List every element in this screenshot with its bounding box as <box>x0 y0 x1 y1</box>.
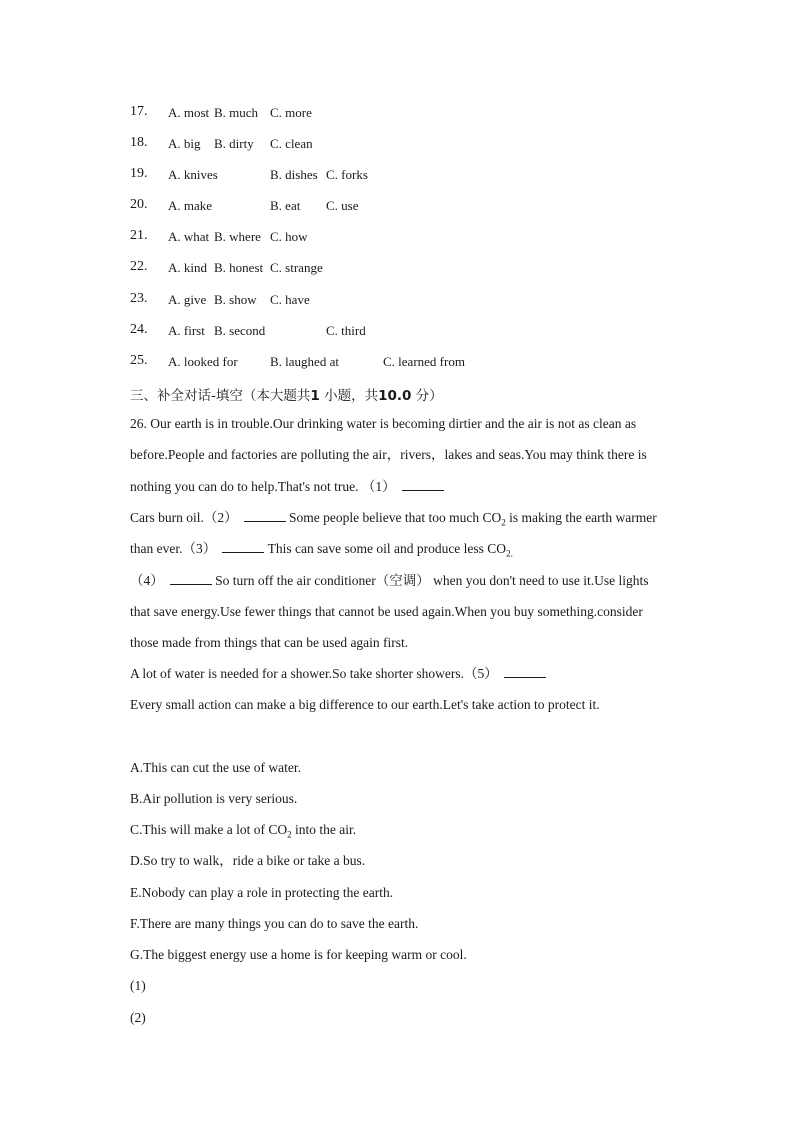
passage-line <box>130 540 513 563</box>
question-number: 21. <box>130 228 148 243</box>
section-heading <box>130 384 443 404</box>
option-b: B. eat <box>270 198 301 213</box>
option-a: A. first <box>168 323 205 338</box>
option-b: B. laughed at <box>270 354 339 369</box>
heading-prefix: 三、补全对话-填空（本大题共 <box>130 388 311 404</box>
question-number: 18. <box>130 135 148 150</box>
option-c: C. strange <box>270 260 323 275</box>
question-number: 25. <box>130 353 148 368</box>
passage-line <box>130 478 444 496</box>
option-a: A. make <box>168 198 213 213</box>
passage-line <box>130 509 657 532</box>
subscript: 2 <box>501 517 506 528</box>
answer-blank-3[interactable] <box>222 540 264 553</box>
option-b: B.Air pollution is very serious. <box>130 791 298 806</box>
option-c: C. more <box>270 105 312 120</box>
passage-text: Cars burn oil.（2） <box>130 510 238 525</box>
passage-line: those made from things that can be used again first. <box>130 635 409 650</box>
passage-text: A lot of water is needed for a shower.So take shorter showers.（5） <box>130 666 498 681</box>
answer-blank-4[interactable] <box>170 572 212 585</box>
option-a: A. what <box>168 229 210 244</box>
passage-text: is making the earth warmer <box>505 510 657 525</box>
question-number: 23. <box>130 291 148 306</box>
option-a: A. kind <box>168 260 207 275</box>
heading-suffix: 分） <box>411 388 443 404</box>
option-c <box>130 821 356 844</box>
passage-text: （4） <box>130 573 164 588</box>
option-e: E.Nobody can play a role in protecting the earth. <box>130 885 394 900</box>
question-number: 17. <box>130 104 148 119</box>
option-text: C.This will make a lot of CO <box>130 822 288 837</box>
question-number: 24. <box>130 322 148 337</box>
option-a: A. big <box>168 136 201 151</box>
passage-line: that save energy.Use fewer things that cannot be used again.When you buy something.consider <box>130 604 643 619</box>
answer-label-1: (1) <box>130 978 146 993</box>
option-b: B. show <box>214 292 257 307</box>
answer-blank-1[interactable] <box>402 478 444 491</box>
option-text: into the air. <box>291 822 357 837</box>
passage-text: Some people believe that too much CO <box>285 510 502 525</box>
passage-text: nothing you can do to help.That's not true. （1） <box>130 479 396 494</box>
option-f: F.There are many things you can do to save the earth. <box>130 916 419 931</box>
passage-line: before.People and factories are polluting the air，rivers，lakes and seas.You may think there is <box>130 447 647 462</box>
passage-text: So turn off the air conditioner（空调） when you don't need to use it.Use lights <box>211 573 649 588</box>
option-b: B. where <box>214 229 261 244</box>
question-number: 19. <box>130 166 148 181</box>
option-a: A. most <box>168 105 210 120</box>
answer-blank-2[interactable] <box>244 509 286 522</box>
option-c: C. forks <box>326 167 368 182</box>
heading-middle: 小题，共 <box>319 388 379 404</box>
option-c: C. third <box>326 323 366 338</box>
option-b: B. dirty <box>214 136 254 151</box>
option-c: C. clean <box>270 136 313 151</box>
subscript: 2 <box>287 829 292 840</box>
option-b: B. second <box>214 323 266 338</box>
option-b: B. honest <box>214 260 264 275</box>
option-a: A. knives <box>168 167 218 182</box>
question-number: 22. <box>130 259 148 274</box>
question-number: 20. <box>130 197 148 212</box>
option-c: C. use <box>326 198 359 213</box>
option-c: C. learned from <box>383 354 465 369</box>
heading-score: 10.0 <box>378 388 412 404</box>
passage-line: Every small action can make a big difference to our earth.Let's take action to protect it. <box>130 697 600 712</box>
answer-blank-5[interactable] <box>504 665 546 678</box>
passage-line: 26. Our earth is in trouble.Our drinking water is becoming dirtier and the air is not as clean as <box>130 416 637 431</box>
passage-text: than ever.（3） <box>130 541 217 556</box>
answer-label-2: (2) <box>130 1010 146 1025</box>
option-d: D.So try to walk，ride a bike or take a bus. <box>130 853 366 868</box>
option-a: A.This can cut the use of water. <box>130 760 301 775</box>
option-b: B. dishes <box>270 167 318 182</box>
option-c: C. have <box>270 292 310 307</box>
option-g: G.The biggest energy use a home is for keeping warm or cool. <box>130 947 467 962</box>
option-b: B. much <box>214 105 259 120</box>
passage-text: This can save some oil and produce less CO <box>264 541 507 556</box>
passage-line <box>130 665 546 683</box>
heading-count: 1 <box>310 388 320 404</box>
option-a: A. looked for <box>168 354 238 369</box>
option-a: A. give <box>168 292 207 307</box>
passage-line <box>130 572 649 590</box>
subscript: 2. <box>506 548 513 559</box>
option-c: C. how <box>270 229 308 244</box>
